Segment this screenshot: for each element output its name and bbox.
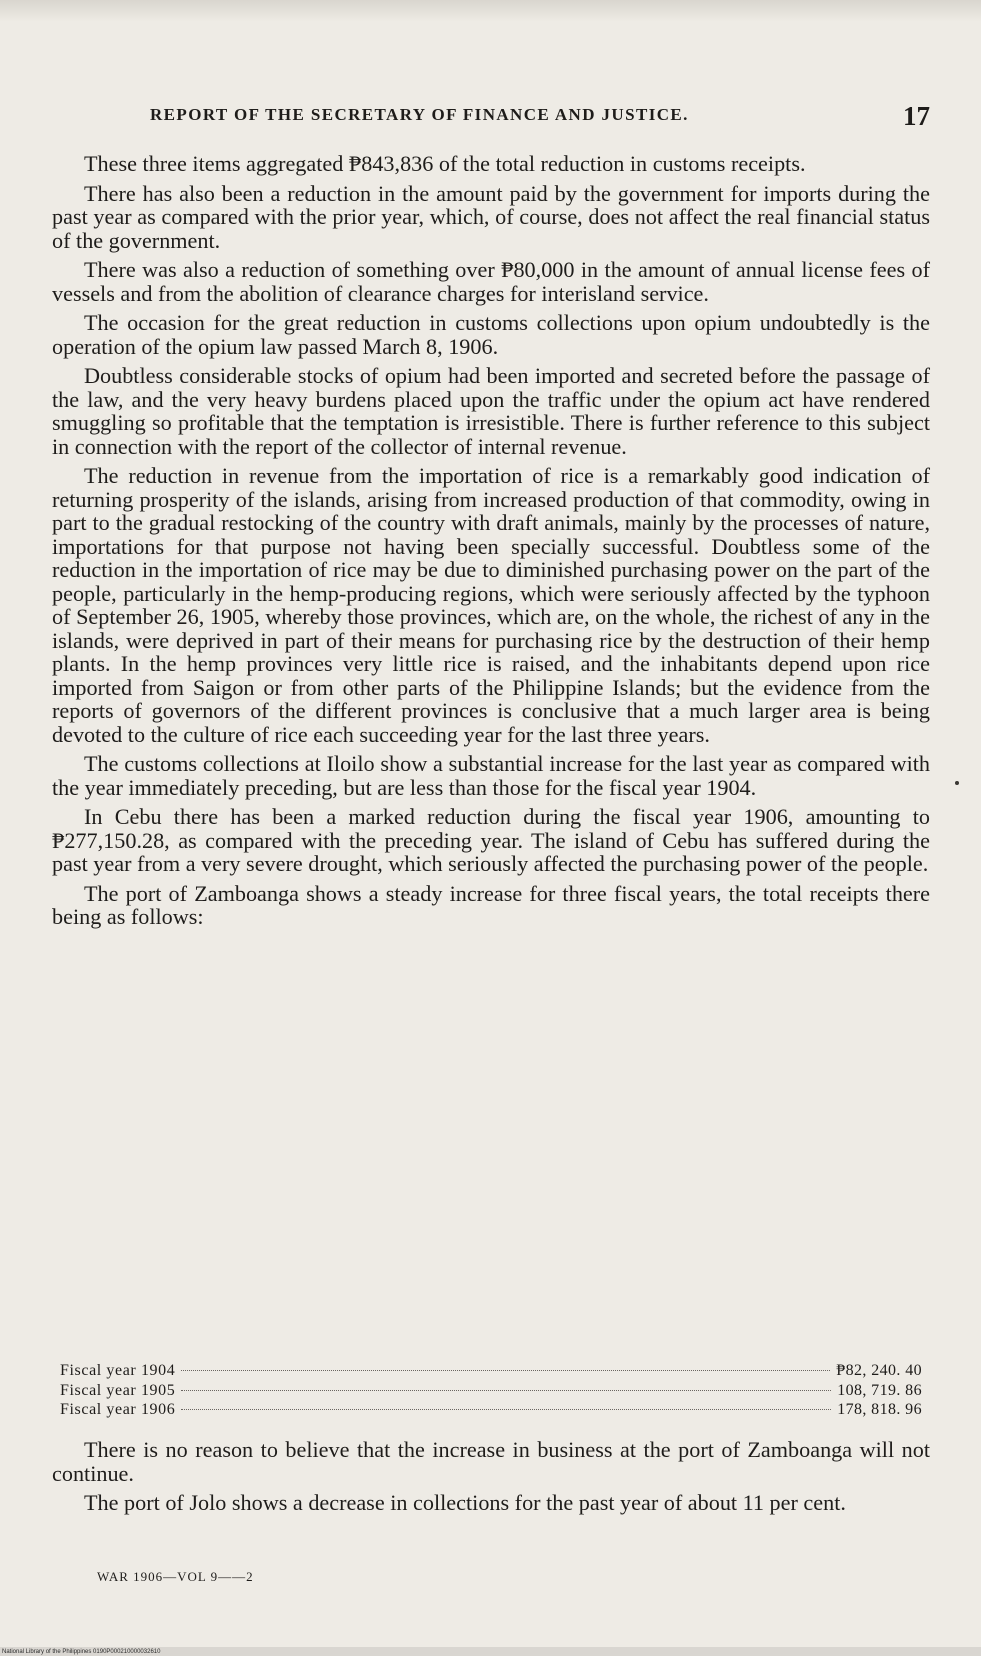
- paragraph: Doubtless considerable stocks of opium had been imported and secreted before the passage of the law, and the very heavy burdens placed upon the traffic under the opium act have rendered smuggling so profitable that the temptation is irresistible. There is further reference to this subject in connection with the report of the collector of internal revenue.: [52, 363, 930, 459]
- paragraph: The reduction in revenue from the importation of rice is a remarkably good indication of returning prosperity of the islands, arising from increased production of that commodity, owing in part to the gradual restocking of the country with draft animals, mainly by the processes of nature, importations for that purpose not having been specially successful. Doubtless some of the reduction in the importation of rice may be due to diminished purchasing power on the part of the people, particularly in the hemp-producing regions, which were seriously affected by the typhoon of September 26, 1905, whereby those provinces, which are, on the whole, the richest of any in the islands, were deprived in part of their means for purchasing rice by the destruction of their hemp plants. In the hemp provinces very little rice is raised, and the inhabitants depend upon rice imported from Saigon or from other parts of the Philippine Islands; but the evidence from the reports of governors of the different provinces is conclusive that a much larger area is being devoted to the culture of rice each succeeding year for the last three years.: [52, 463, 930, 747]
- zamboanga-receipts-table: [60, 1361, 922, 1420]
- body-text-after-table: [52, 1438, 930, 1521]
- receipt-row: [60, 1400, 922, 1420]
- footer-credit: National Library of the Philippines 0190P000210000032610: [2, 1649, 161, 1655]
- paragraph: The port of Jolo shows a decrease in collections for the past year of about 11 per cent.: [84, 1490, 846, 1515]
- body-text-before-table: [52, 152, 930, 935]
- header-title: REPORT OF THE SECRETARY OF FINANCE AND JUSTICE.: [150, 105, 689, 124]
- receipt-label: Fiscal year 1906: [60, 1401, 176, 1418]
- paragraph: The occasion for the great reduction in customs collections upon opium undoubtedly is the operation of the opium law passed March 8, 1906.: [52, 310, 930, 359]
- receipt-value: 178, 818. 96: [837, 1401, 922, 1418]
- receipt-row: [60, 1381, 922, 1401]
- signature-mark: WAR 1906—VOL 9——2: [97, 1569, 254, 1584]
- paragraph: The customs collections at Iloilo show a substantial increase for the last year as compared with the year immediately preceding, but are less than those for the fiscal year 1904.: [52, 751, 930, 800]
- receipt-label: Fiscal year 1904: [60, 1362, 176, 1379]
- running-header: [150, 101, 930, 137]
- dot-leader: [181, 1390, 831, 1391]
- receipt-value: ₱82, 240. 40: [836, 1362, 922, 1379]
- dot-leader: [181, 1370, 830, 1371]
- receipt-value: 108, 719. 86: [837, 1381, 922, 1399]
- scan-edge-shadow: [0, 0, 981, 22]
- paragraph: The port of Zamboanga shows a steady increase for three fiscal years, the total receipts there being as follows:: [52, 880, 930, 929]
- paragraph: These three items aggregated ₱843,836 of the total reduction in customs receipts.: [84, 151, 806, 176]
- paragraph: There has also been a reduction in the amount paid by the government for imports during the past year as compared with the prior year, which, of course, does not affect the real financial status of the government.: [52, 180, 930, 253]
- paragraph: There is no reason to believe that the increase in business at the port of Zamboanga will not continue.: [52, 1437, 930, 1486]
- scan-speck: [955, 781, 959, 785]
- page-number: 17: [903, 101, 930, 131]
- receipt-label: Fiscal year 1905: [60, 1381, 176, 1399]
- scan-footer-bar: [0, 1647, 981, 1656]
- paragraph: There was also a reduction of something over ₱80,000 in the amount of annual license fees of vessels and from the abolition of clearance charges for interisland service.: [52, 257, 930, 306]
- dot-leader: [181, 1409, 831, 1410]
- receipt-row: [60, 1361, 922, 1381]
- paragraph: In Cebu there has been a marked reduction during the fiscal year 1906, amounting to ₱277,150.28, as compared with the preceding year. The island of Cebu has suffered during the past year from a very severe drought, which seriously affected the purchasing power of the people.: [52, 804, 930, 876]
